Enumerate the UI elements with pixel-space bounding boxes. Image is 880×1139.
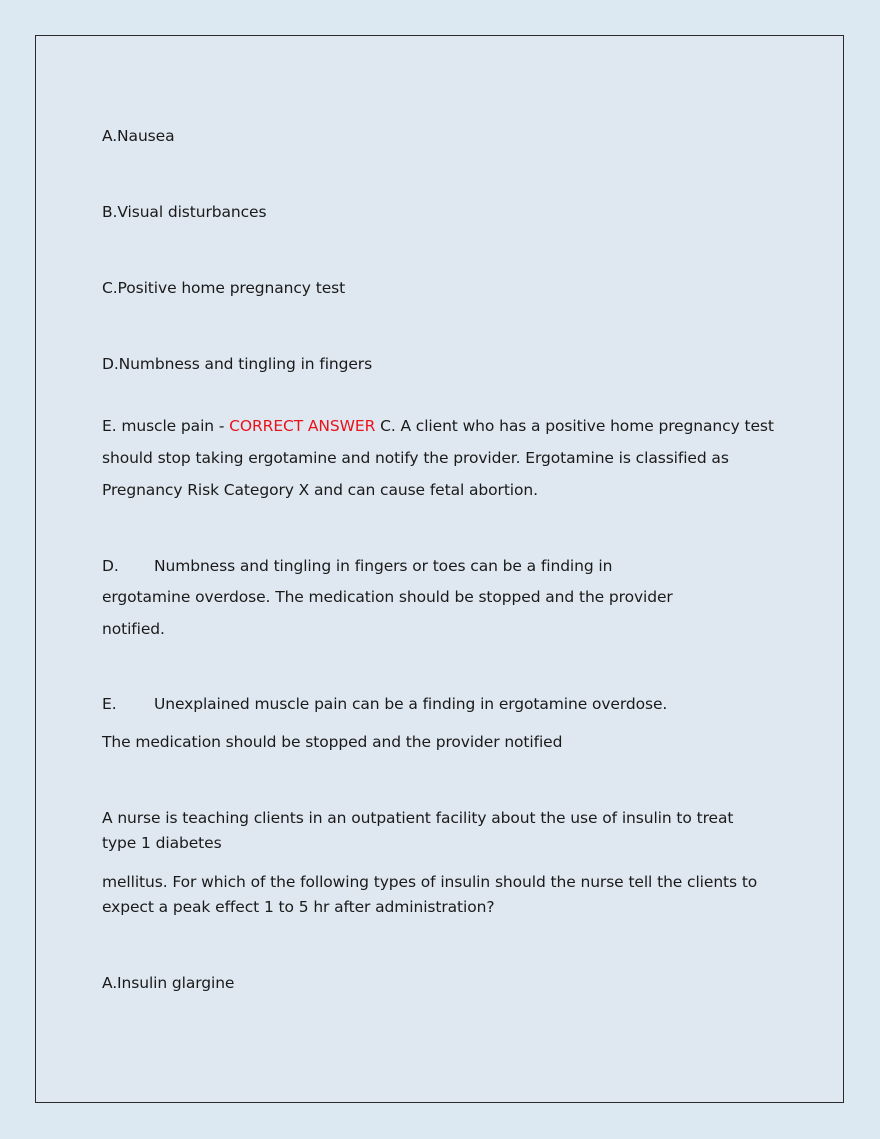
option-d-numbness: D.Numbness and tingling in fingers bbox=[102, 355, 373, 373]
option-e-muscle-pain: E. muscle pain - bbox=[102, 417, 230, 435]
correct-answer-label: CORRECT ANSWER bbox=[229, 417, 376, 435]
rationale-e-text: Unexplained muscle pain can be a finding in ergotamine overdose. bbox=[154, 695, 668, 713]
option-e-with-answer bbox=[102, 416, 774, 436]
rationale-e-label: E. bbox=[102, 695, 117, 713]
option-c-positive-pregnancy-test: C.Positive home pregnancy test bbox=[102, 279, 346, 297]
rationale-line-1: C. A client who has a positive home pregnancy test bbox=[375, 417, 774, 435]
rationale-d-text: Numbness and tingling in fingers or toes can be a finding in bbox=[154, 557, 613, 575]
question2-stem-part-1: A nurse is teaching clients in an outpatient facility about the use of insulin to treat type 1 diabetes bbox=[102, 809, 734, 852]
rationale-d-line-2: ergotamine overdose. The medication should be stopped and the provider bbox=[102, 588, 673, 606]
rationale-d-line-1 bbox=[102, 556, 612, 576]
rationale-line-2: should stop taking ergotamine and notify the provider. Ergotamine is classified as bbox=[102, 449, 729, 467]
option-a-nausea: A.Nausea bbox=[102, 127, 175, 145]
rationale-e-line-2: The medication should be stopped and the provider notified bbox=[102, 733, 563, 751]
rationale-d-label: D. bbox=[102, 557, 119, 575]
rationale-line-3: Pregnancy Risk Category X and can cause fetal abortion. bbox=[102, 481, 538, 499]
question2-stem-part-2: mellitus. For which of the following types of insulin should the nurse tell the clients to expect a peak effect 1 to 5 hr after administration? bbox=[102, 873, 758, 916]
option-b-visual-disturbances: B.Visual disturbances bbox=[102, 203, 267, 221]
rationale-d-line-3: notified. bbox=[102, 620, 165, 638]
question2-option-a: A.Insulin glargine bbox=[102, 974, 235, 992]
rationale-e-line-1 bbox=[102, 694, 667, 714]
